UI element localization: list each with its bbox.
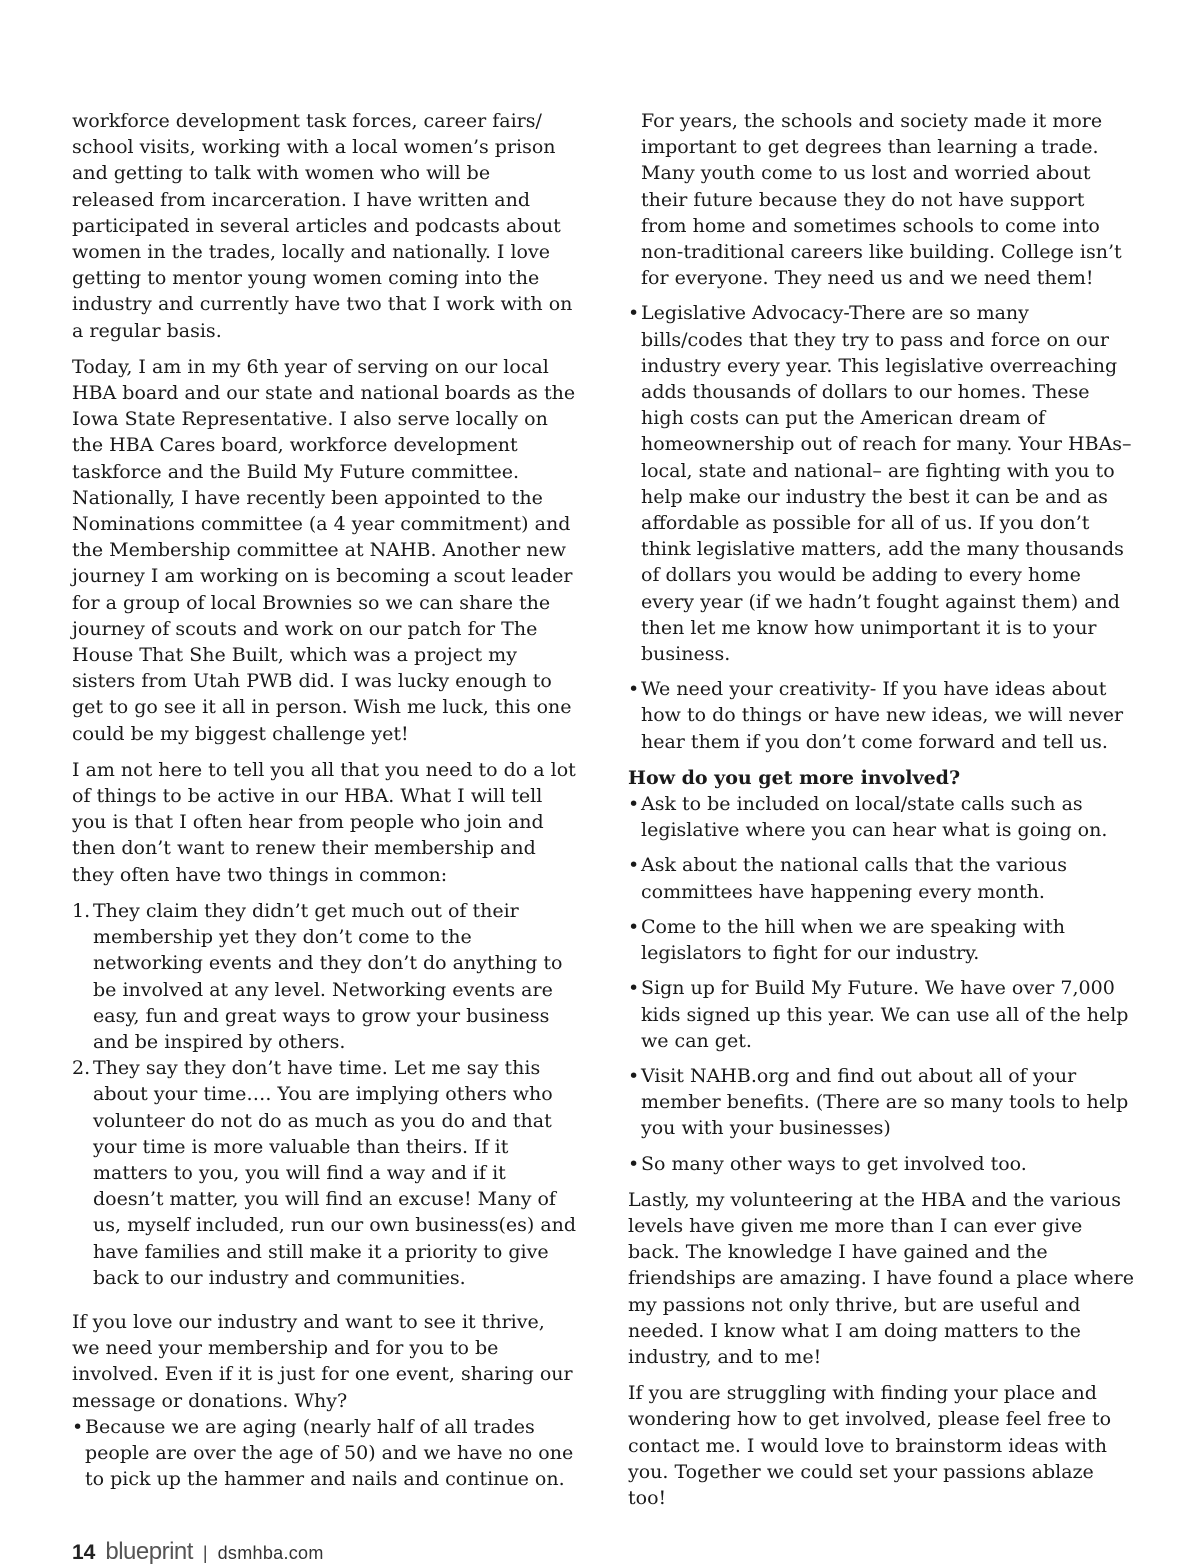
left-column xyxy=(72,108,578,1502)
bullet-item: • Ask to be included on local/state calls such as legislative where you can hear what is going on. xyxy=(628,791,1134,843)
paragraph-workforce: workforce development task forces, career fairs/ school visits, working with a local women’s prison and getting to talk with women who will be released from incarceration. I have written and participated in several articles and podcasts about women in the trades, locally and nationally. I love getting to mentor young women coming into the industry and currently have two that I work with on a regular basis. xyxy=(72,110,573,342)
blueprint-logo: blueprint xyxy=(105,1538,193,1565)
bullet-item: • Ask about the national calls that the various committees have happening every month. xyxy=(628,852,1134,904)
list-item-text: They claim they didn’t get much out of their membership yet they don’t come to the networking events and they don’t do anything to be involved at any level. Networking events are easy, fun and great ways to grow your business and be inspired by others. xyxy=(93,899,563,1053)
involved-bullet-list xyxy=(628,791,1134,1177)
bullet-item: • Legislative Advocacy-There are so many bills/codes that they try to pass and force on our industry every year. This legislative overreaching adds thousands of dollars to our homes. These high costs can put the American dream of homeownership out of reach for many. Your HBAs–local, state and national– are fighting with you to help make our industry the best it can be and as affordable as possible for all of us. If you don’t think legislative matters, add the many thousands of dollars you would be adding to every home every year (if we hadn’t fought against them) and then let me know how unimportant it is to your business. xyxy=(628,300,1134,667)
bullet-item: • Because we are aging (nearly half of all trades people are over the age of 50) and we have no one to pick up the hammer and nails and continue on. xyxy=(72,1414,578,1493)
section-heading: How do you get more involved? xyxy=(628,766,961,789)
bullet-item: • Come to the hill when we are speaking with legislators to fight for our industry. xyxy=(628,914,1134,966)
bullet-continuation: For years, the schools and society made it more important to get degrees than learning a trade. Many youth come to us lost and worried about their future because they do not have support from home and sometimes schools to come into non-traditional careers like building. College isn’t for everyone. They need us and we need them! xyxy=(641,110,1122,290)
bullet-item: • We need your creativity- If you have ideas about how to do things or have new ideas, we will never hear them if you don’t come forward and tell us. xyxy=(628,676,1134,755)
bullet-item: • So many other ways to get involved too. xyxy=(628,1151,1134,1177)
paragraph-love-industry: If you love our industry and want to see it thrive, we need your membership and for you to be involved. Even if it is just for one event, sharing our message or donations. Why? xyxy=(72,1310,573,1412)
paragraph-today: Today, I am in my 6th year of serving on our local HBA board and our state and national boards as the Iowa State Representative. I also serve locally on the HBA Cares board, workforce development taskforce and the Build My Future committee. Nationally, I have recently been appointed to the Nominations committee (a 4 year commitment) and the Membership committee at NAHB. Another new journey I am working on is becoming a scout leader for a group of local Brownies so we can share the journey of scouts and work on our patch for The House That She Built, which was a project my sisters from Utah PWB did. I was lucky enough to get to go see it all in person. Wish me luck, this one could be my biggest challenge yet! xyxy=(72,355,576,745)
page-footer xyxy=(72,1538,324,1566)
bullet-item: • Visit NAHB.org and find out about all of your member benefits. (There are so many tools to help you with your businesses) xyxy=(628,1063,1134,1142)
common-things-list xyxy=(72,898,578,1291)
website-url: dsmhba.com xyxy=(217,1543,324,1563)
list-item-text: They say they don’t have time. Let me say this about your time…. You are implying others who volunteer do not do as much as you do and that your time is more valuable than theirs. If it matters to you, you will find a way and if it doesn’t matter, you will find an excuse! Many of us, myself included, run our own business(es) and have families and still make it a priority to give back to our industry and communities. xyxy=(93,1057,577,1289)
page-number: 14 xyxy=(72,1541,96,1564)
list-item xyxy=(72,898,578,1055)
why-bullet-list-continued xyxy=(628,300,1134,754)
footer-separator: | xyxy=(202,1543,208,1563)
right-column xyxy=(628,108,1134,1521)
bullet-item: • Sign up for Build My Future. We have over 7,000 kids signed up this year. We can use all of the help we can get. xyxy=(628,975,1134,1054)
paragraph-struggling: If you are struggling with finding your place and wondering how to get involved, please feel free to contact me. I would love to brainstorm ideas with you. Together we could set your passions ablaze too! xyxy=(628,1382,1112,1509)
list-item xyxy=(72,1055,578,1291)
why-bullet-list xyxy=(72,1414,578,1493)
paragraph-not-here: I am not here to tell you all that you need to do a lot of things to be active in our HBA. What I will tell you is that I often hear from people who join and then don’t want to renew their membership and they often have two things in common: xyxy=(72,758,576,886)
list-number: 1. xyxy=(72,899,91,922)
paragraph-lastly: Lastly, my volunteering at the HBA and the various levels have given me more than I can ever give back. The knowledge I have gained and the friendships are amazing. I have found a place where my passions not only thrive, but are useful and needed. I know what I am doing matters to the industry, and to me! xyxy=(628,1188,1134,1368)
list-number: 2. xyxy=(72,1057,91,1080)
